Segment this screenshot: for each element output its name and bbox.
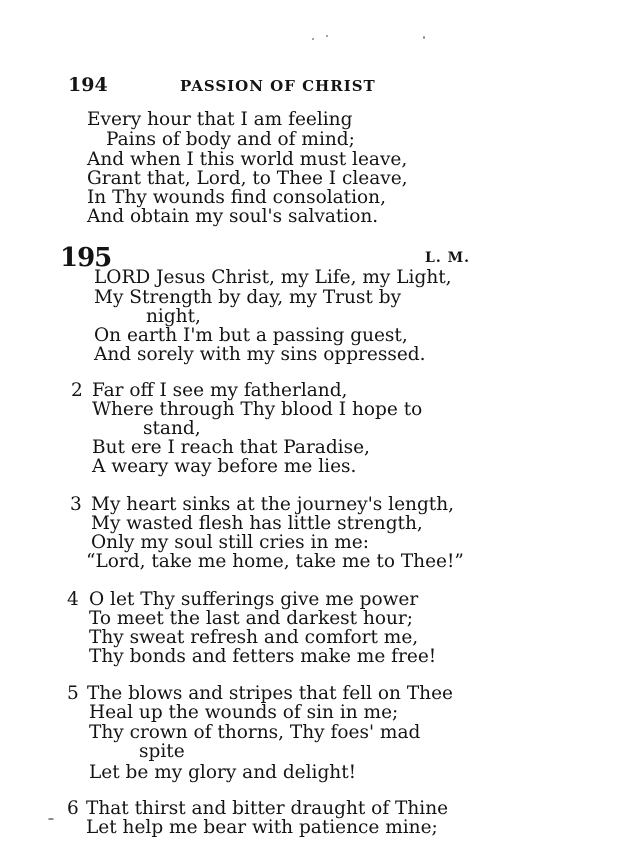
stanza-number: 6	[67, 798, 79, 819]
verse-line: The blows and stripes that fell on Thee	[87, 683, 453, 704]
verse-line: Let help me bear with patience mine;	[86, 817, 438, 838]
verse-line: My heart sinks at the journey's length,	[91, 494, 455, 515]
verse-line: To meet the last and darkest hour;	[89, 608, 414, 629]
verse-line: Only my soul still cries in me:	[91, 532, 369, 553]
page-number: 194	[68, 74, 108, 96]
verse-line: “Lord, take me home, take me to Thee!”	[86, 551, 464, 572]
ink-speck	[423, 36, 425, 39]
verse-line: A weary way before me lies.	[92, 456, 357, 477]
ink-speck	[48, 818, 54, 820]
hymn-number: 195	[60, 243, 112, 273]
verse-line: Where through Thy blood I hope to	[92, 399, 423, 420]
verse-line: O let Thy sufferings give me power	[89, 589, 419, 610]
verse-line: In Thy wounds find consolation,	[87, 187, 386, 208]
stanza-number: 2	[71, 380, 83, 401]
verse-line: stand,	[143, 418, 201, 439]
stanza-number: 3	[70, 494, 82, 515]
verse-line: And obtain my soul's salvation.	[87, 206, 379, 227]
running-title: PASSION OF CHRIST	[180, 77, 376, 95]
ink-speck	[326, 35, 328, 37]
verse-line: night,	[146, 306, 201, 327]
verse-line: Pains of body and of mind;	[106, 129, 355, 150]
verse-line: Grant that, Lord, to Thee I cleave,	[87, 168, 408, 189]
verse-line: On earth I'm but a passing guest,	[94, 325, 408, 346]
page-header	[68, 74, 488, 96]
verse-line: Thy crown of thorns, Thy foes' mad	[89, 722, 421, 743]
verse-line: My wasted flesh has little strength,	[91, 513, 423, 534]
hymn-meter: L. M.	[425, 250, 470, 266]
ink-speck	[312, 38, 314, 40]
verse-line: That thirst and bitter draught of Thine	[86, 798, 449, 819]
verse-line: But ere I reach that Paradise,	[92, 437, 370, 458]
verse-line: spite	[139, 741, 185, 762]
verse-line: Let be my glory and delight!	[89, 762, 357, 783]
stanza-number: 4	[67, 589, 79, 610]
verse-line: Thy bonds and fetters make me free!	[89, 646, 437, 667]
verse-line: Far off I see my fatherland,	[92, 380, 348, 401]
verse-line: And when I this world must leave,	[87, 149, 408, 170]
verse-line: LORD Jesus Christ, my Life, my Light,	[94, 267, 452, 288]
verse-line: Heal up the wounds of sin in me;	[89, 702, 399, 723]
verse-line: And sorely with my sins oppressed.	[94, 344, 426, 365]
stanza-number: 5	[67, 683, 79, 704]
verse-line: My Strength by day, my Trust by	[94, 287, 402, 308]
verse-line: Every hour that I am feeling	[87, 109, 353, 130]
verse-line: Thy sweat refresh and comfort me,	[89, 627, 419, 648]
